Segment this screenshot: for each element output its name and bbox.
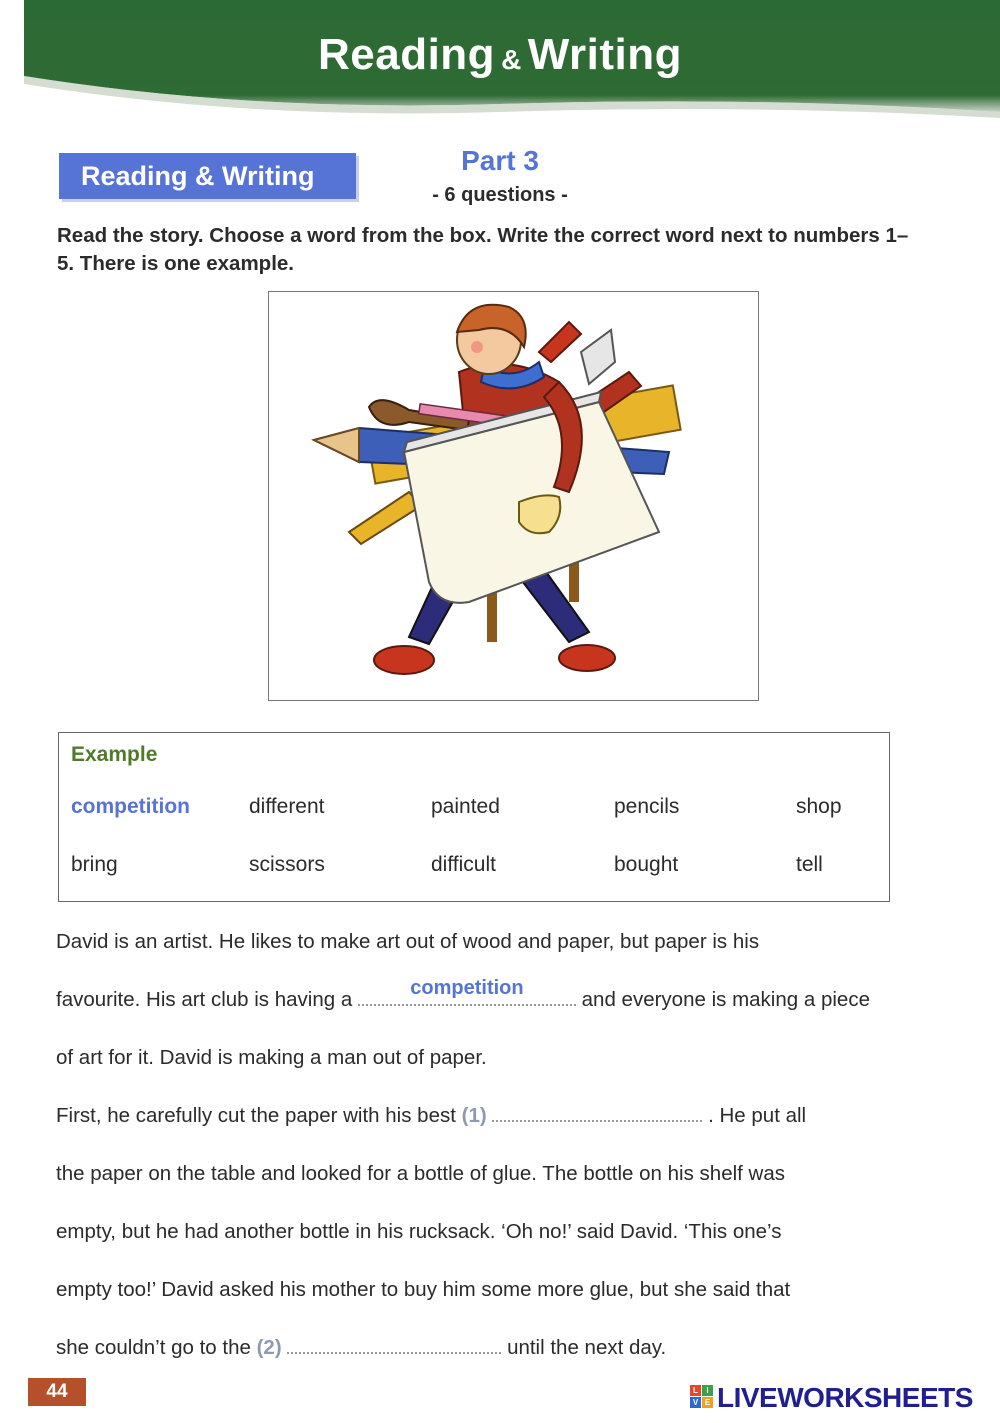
word-option: scissors: [249, 853, 325, 876]
story-line: empty too!’ David asked his mother to buy him some more glue, but she said that: [56, 1278, 791, 1301]
story-text: until the next day.: [507, 1336, 667, 1359]
part-title: Part 3: [461, 145, 539, 176]
page-number: 44: [28, 1378, 86, 1406]
example-answer: competition: [410, 977, 524, 999]
word-option: bought: [614, 853, 679, 876]
word-box: [58, 732, 890, 902]
story-line: [56, 977, 936, 1012]
logo-text: LIVEWORKSHEETS: [717, 1382, 973, 1413]
logo-grid-cell: I: [702, 1385, 713, 1396]
instructions: Read the story. Choose a word from the box. Write the correct word next to numbers 1–5. There is one example.: [57, 224, 909, 275]
example-word: competition: [71, 795, 190, 818]
story-text: and everyone is making a piece: [581, 988, 870, 1011]
question-number-1: (1): [461, 1104, 487, 1127]
title-reading: Reading: [317, 30, 496, 79]
logo-grid-cell: L: [690, 1385, 701, 1396]
word-option: different: [249, 795, 325, 818]
answer-blank-2[interactable]: [287, 1336, 501, 1354]
page-title: [0, 30, 1000, 80]
story-text: First, he carefully cut the paper with his best: [56, 1104, 456, 1127]
title-ampersand: &: [501, 44, 522, 75]
story-text: favourite. His art club is having a: [56, 988, 353, 1011]
example-answer-blank: [358, 977, 576, 1006]
word-option: painted: [431, 795, 500, 818]
title-writing: Writing: [527, 30, 683, 79]
liveworksheets-logo[interactable]: [690, 1382, 990, 1414]
logo-grid-icon: [690, 1385, 714, 1409]
word-option: tell: [796, 853, 823, 876]
story-line: David is an artist. He likes to make art out of wood and paper, but paper is his: [56, 930, 760, 953]
header-banner: [0, 0, 1000, 125]
story-line: of art for it. David is making a man out of paper.: [56, 1046, 487, 1069]
story-line: [56, 1336, 936, 1360]
example-label: Example: [71, 743, 158, 766]
word-option: pencils: [614, 795, 680, 818]
story-text: she couldn’t go to the: [56, 1336, 251, 1359]
story-line: the paper on the table and looked for a bottle of glue. The bottle on his shelf was: [56, 1162, 786, 1185]
section-label: Reading & Writing: [59, 153, 356, 199]
logo-grid-cell: E: [702, 1397, 713, 1408]
question-number-2: (2): [256, 1336, 282, 1359]
logo-grid-cell: V: [690, 1397, 701, 1408]
story-line: [56, 1104, 936, 1128]
word-option: shop: [796, 795, 842, 818]
story-text: . He put all: [708, 1104, 807, 1127]
part-subtitle: - 6 questions -: [432, 184, 568, 206]
boy-carrying-art-supplies-illustration: [269, 292, 757, 699]
illustration-frame: [268, 291, 759, 701]
story-line: empty, but he had another bottle in his rucksack. ‘Oh no!’ said David. ‘This one’s: [56, 1220, 782, 1243]
word-option: difficult: [431, 853, 496, 876]
answer-blank-1[interactable]: [492, 1104, 702, 1122]
word-option: bring: [71, 853, 118, 876]
